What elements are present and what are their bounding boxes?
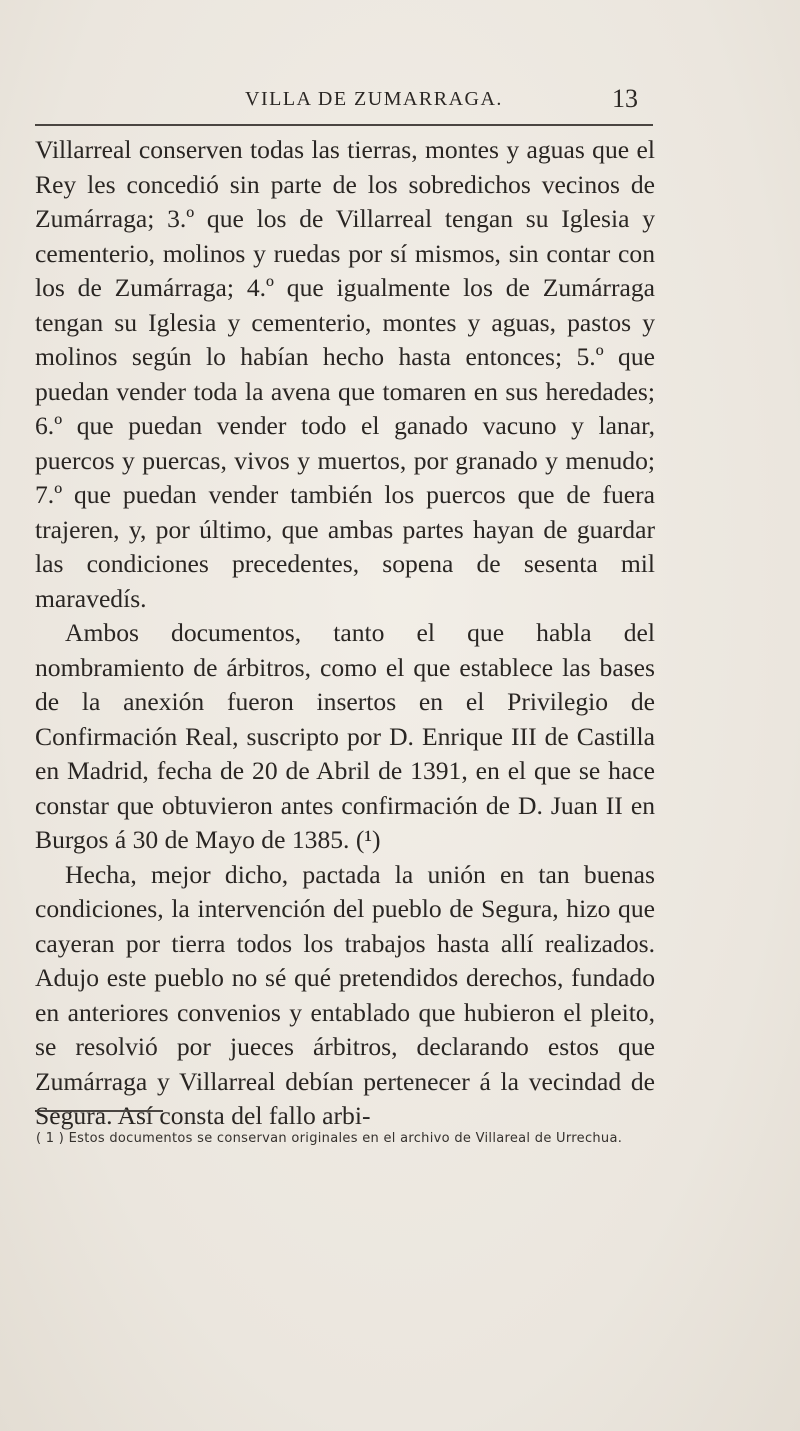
body-text <box>35 133 655 1134</box>
footnote <box>36 1130 654 1147</box>
paragraph-documents: Ambos documentos, tanto el que habla del nombramiento de árbitros, como el que establece las bases de la anexión fueron insertos en el Privilegio de Confirmación Real, suscripto por D. Enrique III de Castilla en Madrid, fecha de 20 de Abril de 1391, en el que se hace constar que obtuvieron antes confirmación de D. Juan II en Burgos á 30 de Mayo de 1385. (¹) <box>35 618 655 854</box>
footnote-text: Estos documentos se conservan originales en el archivo de Villareal de Urrechua. <box>68 1131 623 1146</box>
page-number: 13 <box>612 84 638 113</box>
header-rule <box>35 124 653 126</box>
running-head <box>0 84 800 118</box>
running-title: VILLA DE ZUMARRAGA. <box>245 88 503 110</box>
paragraph-continuation: Villarreal conserven todas las tierras, montes y aguas que el Rey les concedió sin parte de los sobredichos vecinos de Zumárraga; 3.º que los de Villarreal tengan su Iglesia y cementerio, molinos y ruedas por sí mismos, sin contar con los de Zumárraga; 4.º que igualmente los de Zumárraga tengan su Iglesia y cementerio, montes y aguas, pastos y molinos según lo habían hecho hasta entonces; 5.º que puedan vender toda la avena que tomaren en sus heredades; 6.º que puedan vender todo el ganado vacuno y lanar, puercos y puercas, vivos y muertos, por granado y menudo; 7.º que puedan vender también los puercos que de fuera trajeren, y, por último, que ambas partes hayan de guardar las condiciones precedentes, sopena de sesenta mil maravedís. <box>35 135 655 613</box>
footnote-rule <box>35 1110 163 1112</box>
paragraph-segura: Hecha, mejor dicho, pactada la unión en tan buenas condiciones, la intervención del pueblo de Segura, hizo que cayeran por tierra todos los trabajos hasta allí realizados. Adujo este pueblo no sé qué pretendidos derechos, fundado en anteriores convenios y entablado que hubieron el pleito, se resolvió por jueces árbitros, declarando estos que Zumárraga y Villarreal debían pertenecer á la vecindad de Segura. Así consta del fallo arbi- <box>35 859 655 1130</box>
footnote-marker: ( 1 ) <box>36 1131 65 1146</box>
